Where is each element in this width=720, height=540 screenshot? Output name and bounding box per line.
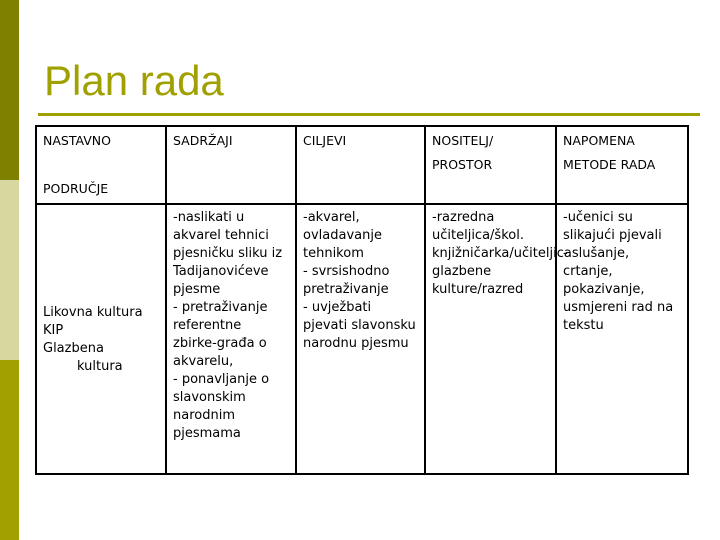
header-bearer-label: NOSITELJ/ PROSTOR	[432, 133, 494, 172]
header-content	[166, 126, 296, 204]
table-header-row	[36, 126, 688, 204]
area-line: Likovna kultura	[43, 305, 143, 320]
plan-table	[35, 125, 689, 475]
area-line-indented: kultura	[77, 359, 123, 374]
table-row	[36, 204, 688, 474]
slide-title: Plan rada	[44, 57, 224, 104]
note-item: - slušanje, crtanje, pokazivanje, usmjereni rad na tekstu	[563, 246, 674, 333]
goal-item: -akvarel, ovladavanje tehnikom	[303, 210, 382, 261]
sidebar-segment-bottom	[0, 360, 19, 540]
cell-notes	[556, 204, 688, 474]
content-item: - pretraživanje referentne zbirke-građa o akvarelu,	[173, 300, 268, 369]
header-area	[36, 126, 166, 204]
area-line: KIP	[43, 323, 64, 338]
goal-item: - svrsishodno pretraživanje	[303, 264, 390, 297]
cell-bearer	[425, 204, 572, 474]
sidebar-segment-middle	[0, 180, 19, 360]
header-notes-label: NAPOMENA METODE RADA	[563, 133, 656, 172]
area-lines	[43, 304, 159, 376]
header-goals-label: CILJEVI	[303, 133, 347, 148]
cell-content	[166, 204, 296, 474]
header-bearer	[425, 126, 556, 204]
header-notes	[556, 126, 688, 204]
cell-area	[36, 204, 166, 474]
content-item: -naslikati u akvarel tehnici pjesničku sliku iz Tadijanovićeve pjesme	[173, 210, 283, 297]
header-content-label: SADRŽAJI	[173, 133, 233, 148]
area-line: Glazbena	[43, 341, 104, 356]
header-goals	[296, 126, 425, 204]
content-item: - ponavljanje o slavonskim narodnim pjesmama	[173, 372, 270, 441]
cell-goals	[296, 204, 425, 474]
slide-sidebar	[0, 0, 19, 540]
bearer-item: -razredna učiteljica/škol. knjižničarka/učiteljica glazbene kulture/razred	[432, 210, 572, 297]
goal-item: - uvježbati pjevati slavonsku narodnu pjesmu	[303, 300, 416, 351]
title-underline	[38, 113, 700, 116]
header-area-label: NASTAVNO PODRUČJE	[43, 133, 111, 196]
sidebar-segment-top	[0, 0, 19, 180]
note-item: -učenici su slikajući pjevali	[563, 210, 662, 243]
